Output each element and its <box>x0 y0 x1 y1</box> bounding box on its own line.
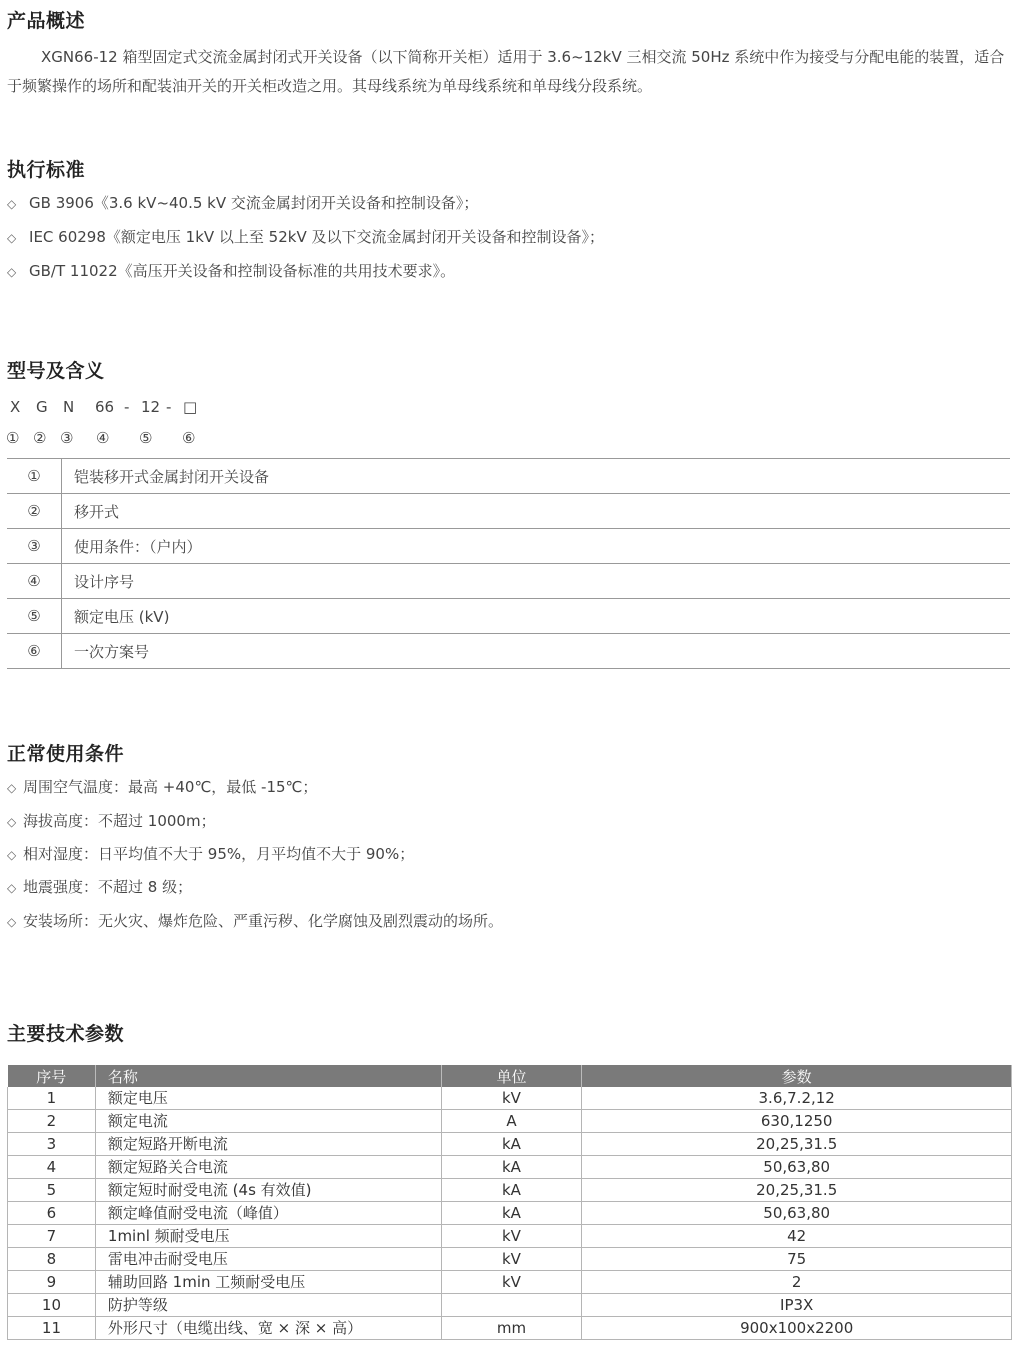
col-header: 单位 <box>441 1065 582 1087</box>
table-row: 7 1minl 频耐受电压 kV 42 <box>8 1225 1012 1248</box>
standards-title: 执行标准 <box>7 159 86 181</box>
params-table <box>7 1065 1012 1340</box>
marker: ④ <box>96 429 110 447</box>
table-row: 4 额定短路关合电流 kA 50,63,80 <box>8 1156 1012 1179</box>
table-row: ⑥ 一次方案号 <box>7 634 1010 669</box>
col-header: 参数 <box>582 1065 1012 1087</box>
diamond-bullet-icon: ◇ <box>7 265 17 279</box>
table-row: ② 移开式 <box>7 494 1010 529</box>
overview-title: 产品概述 <box>7 10 86 32</box>
marker: ③ <box>60 429 74 447</box>
condition-item: ◇ 安装场所：无火灾、爆炸危险、严重污秽、化学腐蚀及剧烈震动的场所。 <box>7 912 504 930</box>
marker: ⑥ <box>182 429 196 447</box>
condition-item: ◇ 地震强度：不超过 8 级； <box>7 878 193 896</box>
table-row: 9 辅助回路 1min 工频耐受电压 kV 2 <box>8 1271 1012 1294</box>
diamond-bullet-icon: ◇ <box>7 881 17 895</box>
code-part: - <box>124 398 130 416</box>
table-row: 2 额定电流 A 630,1250 <box>8 1110 1012 1133</box>
condition-item: ◇ 相对湿度：日平均值不大于 95%，月平均值不大于 90%； <box>7 845 415 863</box>
condition-item: ◇ 海拔高度：不超过 1000m； <box>7 812 216 830</box>
code-part: □ <box>183 398 198 416</box>
standard-item: ◇ GB 3906《3.6 kV~40.5 kV 交流金属封闭开关设备和控制设备》； <box>7 194 479 212</box>
table-row: 1 额定电压 kV 3.6,7.2,12 <box>8 1087 1012 1110</box>
code-part: G <box>36 398 48 416</box>
diamond-bullet-icon: ◇ <box>7 915 17 929</box>
overview-text: XGN66-12 箱型固定式交流金属封闭式开关设备（以下简称开关柜）适用于 3.6~12kV 三相交流 50Hz 系统中作为接受与分配电能的装置，适合于频繁操作的场所和配装油开关的开关柜改造之用。其母线系统为单母线系统和单母线分段系统。 <box>7 48 1005 95</box>
model-meaning-table <box>7 458 1010 669</box>
table-row: 11 外形尺寸（电缆出线、宽 × 深 × 高） mm 900x100x2200 <box>8 1317 1012 1340</box>
table-row: 6 额定峰值耐受电流（峰值） kA 50,63,80 <box>8 1202 1012 1225</box>
code-part: X <box>10 398 21 416</box>
standard-item: ◇ GB/T 11022《高压开关设备和控制设备标准的共用技术要求》。 <box>7 262 456 280</box>
standard-item: ◇ IEC 60298《额定电压 1kV 以上至 52kV 及以下交流金属封闭开关设备和控制设备》； <box>7 228 604 246</box>
code-part: - <box>166 398 172 416</box>
diamond-bullet-icon: ◇ <box>7 231 17 245</box>
diamond-bullet-icon: ◇ <box>7 815 17 829</box>
marker: ⑤ <box>139 429 153 447</box>
col-header: 名称 <box>95 1065 441 1087</box>
table-row: ⑤ 额定电压 (kV) <box>7 599 1010 634</box>
marker: ① <box>6 429 20 447</box>
table-row: ④ 设计序号 <box>7 564 1010 599</box>
diamond-bullet-icon: ◇ <box>7 197 17 211</box>
diamond-bullet-icon: ◇ <box>7 781 17 795</box>
table-row: 10 防护等级 IP3X <box>8 1294 1012 1317</box>
table-header-row <box>8 1065 1012 1087</box>
col-header: 序号 <box>8 1065 96 1087</box>
diamond-bullet-icon: ◇ <box>7 848 17 862</box>
params-title: 主要技术参数 <box>7 1023 125 1045</box>
table-row: 3 额定短路开断电流 kA 20,25,31.5 <box>8 1133 1012 1156</box>
table-row: ③ 使用条件：（户内） <box>7 529 1010 564</box>
code-part: 66 <box>95 398 115 416</box>
code-part: 12 <box>141 398 161 416</box>
model-title: 型号及含义 <box>7 360 105 382</box>
table-row: ① 铠装移开式金属封闭开关设备 <box>7 459 1010 494</box>
table-row: 5 额定短时耐受电流 (4s 有效值) kA 20,25,31.5 <box>8 1179 1012 1202</box>
code-part: N <box>63 398 75 416</box>
condition-item: ◇ 周围空气温度：最高 +40℃，最低 -15℃； <box>7 778 318 796</box>
table-row: 8 雷电冲击耐受电压 kV 75 <box>8 1248 1012 1271</box>
marker: ② <box>33 429 47 447</box>
conditions-title: 正常使用条件 <box>7 743 125 765</box>
